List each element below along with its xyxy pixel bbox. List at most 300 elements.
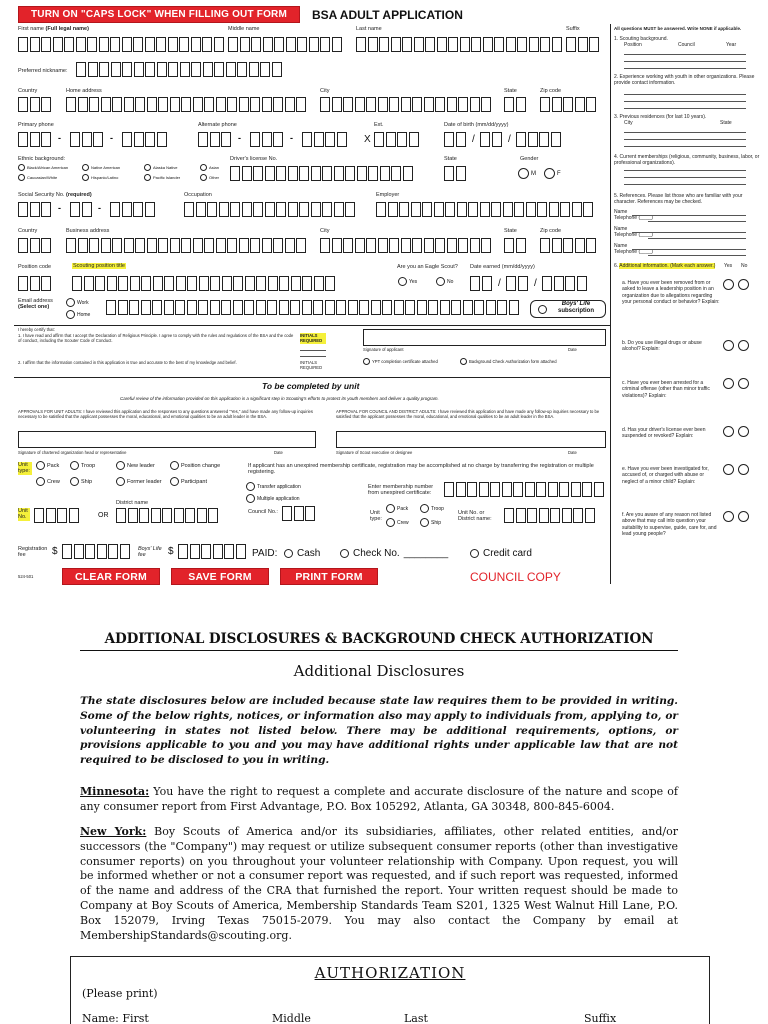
char-box[interactable] bbox=[525, 482, 535, 497]
char-box[interactable] bbox=[565, 276, 575, 291]
char-box[interactable] bbox=[386, 132, 396, 147]
char-box[interactable] bbox=[435, 238, 445, 253]
char-box[interactable] bbox=[164, 276, 174, 291]
char-box[interactable] bbox=[506, 276, 516, 291]
char-box[interactable] bbox=[322, 202, 332, 217]
char-box[interactable] bbox=[294, 506, 304, 521]
char-box[interactable] bbox=[262, 132, 272, 147]
char-box[interactable] bbox=[516, 238, 526, 253]
char-box[interactable] bbox=[41, 37, 51, 52]
char-box[interactable] bbox=[139, 508, 149, 523]
char-box[interactable] bbox=[210, 300, 220, 315]
char-box[interactable] bbox=[286, 37, 296, 52]
position-code-field[interactable] bbox=[18, 276, 51, 291]
char-box[interactable] bbox=[262, 238, 272, 253]
char-box[interactable] bbox=[233, 276, 243, 291]
char-box[interactable] bbox=[537, 202, 547, 217]
char-box[interactable] bbox=[110, 202, 120, 217]
char-box[interactable] bbox=[30, 202, 40, 217]
home-address-field[interactable] bbox=[66, 97, 306, 112]
boys-life-radio[interactable] bbox=[538, 305, 547, 314]
char-box[interactable] bbox=[457, 202, 467, 217]
char-box[interactable] bbox=[227, 238, 237, 253]
home-country-field[interactable] bbox=[18, 97, 51, 112]
unit-no-2-field[interactable] bbox=[504, 508, 595, 523]
home-state-field[interactable] bbox=[504, 97, 526, 112]
char-box[interactable] bbox=[158, 97, 168, 112]
bus-state-field[interactable] bbox=[504, 238, 526, 253]
char-box[interactable] bbox=[120, 544, 130, 559]
char-box[interactable] bbox=[276, 166, 286, 181]
char-box[interactable] bbox=[147, 97, 157, 112]
ethnic-asian[interactable]: Asian bbox=[200, 164, 219, 171]
char-box[interactable] bbox=[216, 238, 226, 253]
char-box[interactable] bbox=[549, 202, 559, 217]
nickname-field[interactable] bbox=[76, 62, 282, 77]
char-box[interactable] bbox=[176, 276, 186, 291]
char-box[interactable] bbox=[409, 132, 419, 147]
char-box[interactable] bbox=[585, 508, 595, 523]
char-box[interactable] bbox=[262, 97, 272, 112]
q6a-yes[interactable] bbox=[723, 279, 734, 290]
char-box[interactable] bbox=[97, 544, 107, 559]
char-box[interactable] bbox=[378, 238, 388, 253]
char-box[interactable] bbox=[425, 37, 435, 52]
char-box[interactable] bbox=[162, 508, 172, 523]
char-box[interactable] bbox=[332, 238, 342, 253]
char-box[interactable] bbox=[343, 238, 353, 253]
char-box[interactable] bbox=[368, 37, 378, 52]
char-box[interactable] bbox=[249, 62, 259, 77]
char-box[interactable] bbox=[62, 544, 72, 559]
bg-check-checkbox[interactable]: Background Check Authorization form attached bbox=[460, 358, 557, 365]
char-box[interactable] bbox=[374, 132, 384, 147]
char-box[interactable] bbox=[539, 132, 549, 147]
char-box[interactable] bbox=[302, 132, 312, 147]
char-box[interactable] bbox=[158, 238, 168, 253]
ypt-checkbox[interactable]: YPT completion certificate attached bbox=[363, 358, 438, 365]
char-box[interactable] bbox=[216, 97, 226, 112]
char-box[interactable] bbox=[471, 37, 481, 52]
char-box[interactable] bbox=[204, 97, 214, 112]
char-box[interactable] bbox=[107, 276, 117, 291]
char-box[interactable] bbox=[89, 97, 99, 112]
char-box[interactable] bbox=[250, 132, 260, 147]
home-zip-field[interactable] bbox=[540, 97, 596, 112]
q6c-yes[interactable] bbox=[723, 378, 734, 389]
char-box[interactable] bbox=[224, 544, 234, 559]
unit2-crew[interactable]: Crew bbox=[386, 518, 409, 527]
char-box[interactable] bbox=[30, 276, 40, 291]
gender-f[interactable]: F bbox=[544, 168, 561, 179]
char-box[interactable] bbox=[168, 62, 178, 77]
char-box[interactable] bbox=[542, 276, 552, 291]
char-box[interactable] bbox=[30, 132, 40, 147]
char-box[interactable] bbox=[230, 166, 240, 181]
char-box[interactable] bbox=[516, 508, 526, 523]
char-box[interactable] bbox=[480, 132, 490, 147]
char-box[interactable] bbox=[153, 276, 163, 291]
char-box[interactable] bbox=[133, 37, 143, 52]
char-box[interactable] bbox=[18, 132, 28, 147]
char-box[interactable] bbox=[444, 166, 454, 181]
char-box[interactable] bbox=[359, 300, 369, 315]
char-box[interactable] bbox=[334, 166, 344, 181]
char-box[interactable] bbox=[18, 97, 28, 112]
char-box[interactable] bbox=[141, 300, 151, 315]
char-box[interactable] bbox=[30, 37, 40, 52]
char-box[interactable] bbox=[135, 238, 145, 253]
char-box[interactable] bbox=[399, 202, 409, 217]
char-box[interactable] bbox=[586, 238, 596, 253]
char-box[interactable] bbox=[178, 544, 188, 559]
char-box[interactable] bbox=[256, 300, 266, 315]
ethnic-other[interactable]: Other bbox=[200, 174, 219, 181]
unit-type-crew[interactable]: Crew bbox=[36, 477, 60, 486]
char-box[interactable] bbox=[391, 37, 401, 52]
dob-day[interactable] bbox=[480, 132, 502, 147]
char-box[interactable] bbox=[72, 276, 82, 291]
char-box[interactable] bbox=[497, 300, 507, 315]
char-box[interactable] bbox=[279, 276, 289, 291]
earned-month[interactable] bbox=[470, 276, 492, 291]
ethnic-pacific-islander[interactable]: Pacific Islander bbox=[144, 174, 180, 181]
char-box[interactable] bbox=[444, 132, 454, 147]
char-box[interactable] bbox=[236, 544, 246, 559]
char-box[interactable] bbox=[76, 37, 86, 52]
char-box[interactable] bbox=[253, 166, 263, 181]
char-box[interactable] bbox=[41, 202, 51, 217]
char-box[interactable] bbox=[99, 62, 109, 77]
char-box[interactable] bbox=[157, 62, 167, 77]
char-box[interactable] bbox=[111, 62, 121, 77]
char-box[interactable] bbox=[145, 62, 155, 77]
unit-type-pack[interactable]: Pack bbox=[36, 461, 59, 470]
paid-cash[interactable]: Cash bbox=[284, 548, 320, 559]
char-box[interactable] bbox=[288, 202, 298, 217]
unit2-troop[interactable]: Troop bbox=[420, 504, 444, 513]
char-box[interactable] bbox=[190, 544, 200, 559]
bus-country-field[interactable] bbox=[18, 238, 51, 253]
char-box[interactable] bbox=[74, 544, 84, 559]
multiple-radio[interactable]: Multiple application bbox=[246, 494, 300, 503]
char-box[interactable] bbox=[297, 37, 307, 52]
char-box[interactable] bbox=[239, 238, 249, 253]
char-box[interactable] bbox=[185, 508, 195, 523]
char-box[interactable] bbox=[486, 300, 496, 315]
char-box[interactable] bbox=[345, 166, 355, 181]
char-box[interactable] bbox=[573, 508, 583, 523]
char-box[interactable] bbox=[145, 132, 155, 147]
char-box[interactable] bbox=[371, 300, 381, 315]
char-box[interactable] bbox=[527, 508, 537, 523]
char-box[interactable] bbox=[559, 482, 569, 497]
char-box[interactable] bbox=[502, 482, 512, 497]
char-box[interactable] bbox=[214, 37, 224, 52]
char-box[interactable] bbox=[356, 37, 366, 52]
char-box[interactable] bbox=[64, 37, 74, 52]
char-box[interactable] bbox=[174, 508, 184, 523]
char-box[interactable] bbox=[237, 62, 247, 77]
char-box[interactable] bbox=[336, 300, 346, 315]
char-box[interactable] bbox=[196, 202, 206, 217]
char-box[interactable] bbox=[18, 238, 28, 253]
ethnic-black[interactable]: Black/African American bbox=[18, 164, 68, 171]
char-box[interactable] bbox=[273, 97, 283, 112]
char-box[interactable] bbox=[311, 166, 321, 181]
char-box[interactable] bbox=[242, 202, 252, 217]
primary-phone-line[interactable] bbox=[122, 132, 167, 147]
char-box[interactable] bbox=[112, 238, 122, 253]
char-box[interactable] bbox=[210, 276, 220, 291]
unit-no-field[interactable] bbox=[34, 508, 79, 523]
char-box[interactable] bbox=[368, 166, 378, 181]
char-box[interactable] bbox=[265, 202, 275, 217]
char-box[interactable] bbox=[389, 97, 399, 112]
position-title-field[interactable] bbox=[72, 276, 335, 291]
char-box[interactable] bbox=[18, 202, 28, 217]
primary-phone-prefix[interactable] bbox=[70, 132, 103, 147]
q6f-no[interactable] bbox=[738, 511, 749, 522]
dl-field[interactable] bbox=[230, 166, 413, 181]
reg-fee-field[interactable] bbox=[62, 544, 130, 559]
char-box[interactable] bbox=[320, 37, 330, 52]
char-box[interactable] bbox=[46, 508, 56, 523]
char-box[interactable] bbox=[594, 482, 604, 497]
unit-type-ship[interactable]: Ship bbox=[70, 477, 92, 486]
char-box[interactable] bbox=[268, 276, 278, 291]
bl-fee-field[interactable] bbox=[178, 544, 246, 559]
char-box[interactable] bbox=[380, 166, 390, 181]
ssn-part2[interactable] bbox=[70, 202, 92, 217]
char-box[interactable] bbox=[88, 62, 98, 77]
char-box[interactable] bbox=[572, 202, 582, 217]
q6d-no[interactable] bbox=[738, 426, 749, 437]
char-box[interactable] bbox=[540, 97, 550, 112]
char-box[interactable] bbox=[479, 482, 489, 497]
char-box[interactable] bbox=[470, 276, 480, 291]
char-box[interactable] bbox=[405, 300, 415, 315]
char-box[interactable] bbox=[320, 97, 330, 112]
district-name-field[interactable] bbox=[116, 508, 218, 523]
ssn-part3[interactable] bbox=[110, 202, 155, 217]
char-box[interactable] bbox=[536, 482, 546, 497]
char-box[interactable] bbox=[447, 238, 457, 253]
char-box[interactable] bbox=[53, 37, 63, 52]
char-box[interactable] bbox=[70, 132, 80, 147]
char-box[interactable] bbox=[529, 37, 539, 52]
char-box[interactable] bbox=[332, 37, 342, 52]
char-box[interactable] bbox=[325, 300, 335, 315]
char-box[interactable] bbox=[122, 132, 132, 147]
char-box[interactable] bbox=[41, 132, 51, 147]
ext-field[interactable] bbox=[374, 132, 419, 147]
char-box[interactable] bbox=[291, 276, 301, 291]
char-box[interactable] bbox=[332, 97, 342, 112]
char-box[interactable] bbox=[78, 238, 88, 253]
char-box[interactable] bbox=[208, 508, 218, 523]
eagle-yes[interactable]: Yes bbox=[398, 277, 417, 286]
ssn-part1[interactable] bbox=[18, 202, 51, 217]
char-box[interactable] bbox=[397, 132, 407, 147]
char-box[interactable] bbox=[575, 97, 585, 112]
char-box[interactable] bbox=[285, 238, 295, 253]
char-box[interactable] bbox=[230, 202, 240, 217]
char-box[interactable] bbox=[93, 132, 103, 147]
char-box[interactable] bbox=[402, 37, 412, 52]
paid-check[interactable]: Check No. ________ bbox=[340, 548, 448, 559]
char-box[interactable] bbox=[563, 238, 573, 253]
char-box[interactable] bbox=[528, 132, 538, 147]
char-box[interactable] bbox=[491, 202, 501, 217]
char-box[interactable] bbox=[78, 97, 88, 112]
char-box[interactable] bbox=[147, 238, 157, 253]
char-box[interactable] bbox=[199, 276, 209, 291]
char-box[interactable] bbox=[583, 202, 593, 217]
char-box[interactable] bbox=[187, 300, 197, 315]
char-box[interactable] bbox=[458, 238, 468, 253]
char-box[interactable] bbox=[492, 132, 502, 147]
char-box[interactable] bbox=[112, 97, 122, 112]
char-box[interactable] bbox=[274, 37, 284, 52]
char-box[interactable] bbox=[490, 482, 500, 497]
char-box[interactable] bbox=[494, 37, 504, 52]
char-box[interactable] bbox=[122, 62, 132, 77]
char-box[interactable] bbox=[273, 238, 283, 253]
char-box[interactable] bbox=[170, 238, 180, 253]
char-box[interactable] bbox=[403, 166, 413, 181]
exec-signature-field[interactable] bbox=[336, 431, 606, 448]
char-box[interactable] bbox=[133, 202, 143, 217]
char-box[interactable] bbox=[322, 166, 332, 181]
unit2-pack[interactable]: Pack bbox=[386, 504, 408, 513]
char-box[interactable] bbox=[560, 202, 570, 217]
char-box[interactable] bbox=[355, 97, 365, 112]
char-box[interactable] bbox=[456, 482, 466, 497]
char-box[interactable] bbox=[82, 132, 92, 147]
char-box[interactable] bbox=[202, 37, 212, 52]
save-form-button[interactable]: SAVE FORM bbox=[171, 568, 269, 585]
char-box[interactable] bbox=[296, 238, 306, 253]
bus-address-field[interactable] bbox=[66, 238, 306, 253]
char-box[interactable] bbox=[181, 97, 191, 112]
char-box[interactable] bbox=[589, 37, 599, 52]
char-box[interactable] bbox=[228, 37, 238, 52]
print-form-button[interactable]: PRINT FORM bbox=[280, 568, 378, 585]
char-box[interactable] bbox=[122, 202, 132, 217]
char-box[interactable] bbox=[355, 238, 365, 253]
char-box[interactable] bbox=[517, 37, 527, 52]
char-box[interactable] bbox=[506, 37, 516, 52]
char-box[interactable] bbox=[343, 97, 353, 112]
email-field[interactable] bbox=[106, 300, 519, 315]
char-box[interactable] bbox=[563, 97, 573, 112]
char-box[interactable] bbox=[401, 97, 411, 112]
char-box[interactable] bbox=[69, 508, 79, 523]
char-box[interactable] bbox=[571, 482, 581, 497]
char-box[interactable] bbox=[435, 97, 445, 112]
char-box[interactable] bbox=[221, 300, 231, 315]
char-box[interactable] bbox=[552, 238, 562, 253]
char-box[interactable] bbox=[210, 132, 220, 147]
char-box[interactable] bbox=[434, 202, 444, 217]
eagle-no[interactable]: No bbox=[436, 277, 453, 286]
char-box[interactable] bbox=[480, 202, 490, 217]
primary-phone-area[interactable] bbox=[18, 132, 51, 147]
char-box[interactable] bbox=[233, 300, 243, 315]
char-box[interactable] bbox=[207, 202, 217, 217]
char-box[interactable] bbox=[456, 132, 466, 147]
char-box[interactable] bbox=[118, 300, 128, 315]
applicant-signature-field[interactable] bbox=[363, 329, 606, 346]
char-box[interactable] bbox=[181, 238, 191, 253]
char-box[interactable] bbox=[226, 62, 236, 77]
char-box[interactable] bbox=[157, 132, 167, 147]
char-box[interactable] bbox=[460, 37, 470, 52]
char-box[interactable] bbox=[221, 132, 231, 147]
ethnic-native-american[interactable]: Native American bbox=[82, 164, 120, 171]
char-box[interactable] bbox=[141, 276, 151, 291]
char-box[interactable] bbox=[198, 132, 208, 147]
char-box[interactable] bbox=[253, 202, 263, 217]
char-box[interactable] bbox=[447, 97, 457, 112]
char-box[interactable] bbox=[170, 97, 180, 112]
char-box[interactable] bbox=[458, 97, 468, 112]
char-box[interactable] bbox=[474, 300, 484, 315]
char-box[interactable] bbox=[124, 238, 134, 253]
char-box[interactable] bbox=[197, 508, 207, 523]
char-box[interactable] bbox=[145, 37, 155, 52]
char-box[interactable] bbox=[412, 238, 422, 253]
ethnic-hispanic[interactable]: Hispanic/Latino bbox=[82, 174, 118, 181]
home-city-field[interactable] bbox=[320, 97, 491, 112]
char-box[interactable] bbox=[514, 202, 524, 217]
char-box[interactable] bbox=[89, 238, 99, 253]
char-box[interactable] bbox=[379, 37, 389, 52]
char-box[interactable] bbox=[184, 202, 194, 217]
char-box[interactable] bbox=[134, 132, 144, 147]
char-box[interactable] bbox=[467, 482, 477, 497]
char-box[interactable] bbox=[18, 37, 28, 52]
char-box[interactable] bbox=[156, 37, 166, 52]
char-box[interactable] bbox=[554, 276, 564, 291]
char-box[interactable] bbox=[267, 300, 277, 315]
char-box[interactable] bbox=[313, 300, 323, 315]
char-box[interactable] bbox=[504, 238, 514, 253]
char-box[interactable] bbox=[288, 166, 298, 181]
char-box[interactable] bbox=[296, 97, 306, 112]
email-work[interactable]: Work bbox=[66, 298, 89, 307]
char-box[interactable] bbox=[272, 62, 282, 77]
char-box[interactable] bbox=[191, 37, 201, 52]
char-box[interactable] bbox=[108, 544, 118, 559]
char-box[interactable] bbox=[260, 62, 270, 77]
char-box[interactable] bbox=[562, 508, 572, 523]
char-box[interactable] bbox=[198, 300, 208, 315]
char-box[interactable] bbox=[376, 202, 386, 217]
char-box[interactable] bbox=[244, 300, 254, 315]
council-no-field[interactable] bbox=[282, 506, 315, 521]
char-box[interactable] bbox=[41, 97, 51, 112]
char-box[interactable] bbox=[456, 166, 466, 181]
gender-m[interactable]: M bbox=[518, 168, 536, 179]
char-box[interactable] bbox=[193, 97, 203, 112]
char-box[interactable] bbox=[191, 62, 201, 77]
char-box[interactable] bbox=[250, 238, 260, 253]
char-box[interactable] bbox=[129, 300, 139, 315]
unit-type-troop[interactable]: Troop bbox=[70, 461, 95, 470]
char-box[interactable] bbox=[34, 508, 44, 523]
